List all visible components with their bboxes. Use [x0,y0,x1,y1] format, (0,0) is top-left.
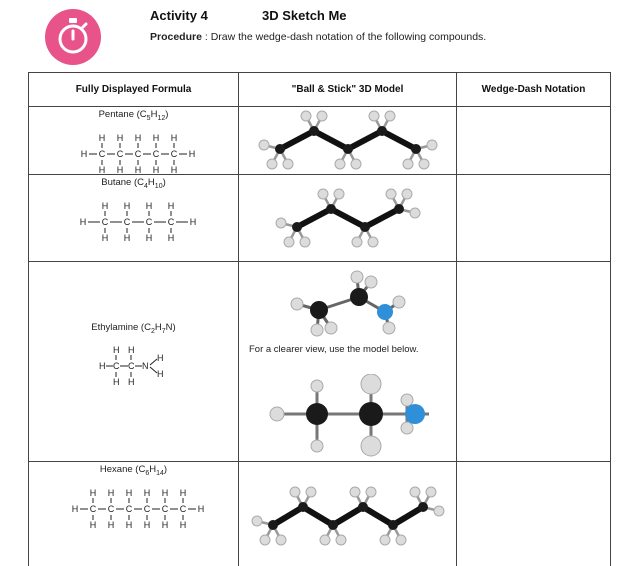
hydrogen-ball [427,140,437,150]
svg-text:H: H [99,360,106,371]
carbon-ball [394,204,404,214]
structural-formula [29,335,239,395]
hydrogen-ball [300,237,310,247]
carbon-ball [326,204,336,214]
hydrogen-ball [317,111,327,121]
carbon-ball [275,144,285,154]
ethylamine-clear-model [239,374,457,462]
wedge-dash-answer-cell[interactable] [457,107,611,175]
c-c-bond [331,209,365,227]
activity-title-line [150,8,347,23]
c-c-bond [333,507,363,525]
compounds-table [28,72,611,566]
hydrogen-atom: H [101,232,109,243]
table-row-ethylamine [29,261,611,461]
carbon-ball [358,502,368,512]
hydrogen-ball [368,237,378,247]
hydrogen-ball [334,189,344,199]
c-c-bond [273,507,303,525]
svg-text:H: H [157,352,164,363]
hydrogen-ball [369,111,379,121]
procedure-label: Procedure [150,31,202,43]
hydrogen-atom: H [152,132,160,143]
hydrogen-ball [426,487,436,497]
hydrogen-atom: H [143,519,151,530]
hydrogen-atom: H [89,519,97,530]
hydrogen-atom: H [125,519,133,530]
table-row-hexane [29,461,611,566]
carbon-atom: C [170,148,178,159]
hydrogen-atom: H [143,487,151,498]
procedure-text: : Draw the wedge-dash notation of the following compounds. [204,31,487,43]
hydrogen-ball [283,159,293,169]
hydrogen-ball [402,189,412,199]
hydrogen-ball [259,140,269,150]
structural-formula [29,190,239,260]
wedge-dash-answer-cell[interactable] [457,461,611,566]
hydrogen-atom: H [170,164,178,174]
hydrogens [259,111,437,169]
header-wedge-dash: Wedge-Dash Notation [457,73,611,107]
hydrogen-atom: H [179,487,187,498]
c-c-bond [314,131,348,149]
compound-name: Ethylamine $(C_2H_7N)$ [91,321,176,335]
carbon-atom: C [123,216,131,227]
hydrogen-atom: H [167,200,175,211]
hydrogen-atom: H [170,132,178,143]
c-c-bond [365,209,399,227]
carbon-ball [377,126,387,136]
header-formula: Fully Displayed Formula [29,73,239,107]
activity-number: Activity 4 [150,8,208,23]
carbon-atom: C [98,148,106,159]
bonds [257,492,439,540]
hydrogen-atom: H [125,487,133,498]
model-note: For a clearer view, use the model below. [249,343,419,355]
hydrogen-ball [366,487,376,497]
hydrogen-atom: H [188,148,196,159]
carbon-atom: C [134,148,142,159]
c-c-bond [348,131,382,149]
hydrogen-atom: H [98,164,106,174]
hydrogen-ball [320,535,330,545]
hydrogen-ball [419,159,429,169]
hydrogen-atom: H [123,232,131,243]
table-row-pentane [29,107,611,175]
hydrogen-atom: H [145,232,153,243]
carbon-atom: C [167,216,175,227]
hydrogen-atom: H [98,132,106,143]
ball-stick-model [239,462,457,566]
hydrogen-ball [350,487,360,497]
carbon-ball [328,520,338,530]
hydrogen-ball [385,111,395,121]
svg-text:H: H [157,368,164,379]
carbon-atom: C [125,503,133,514]
carbon-atom: C [143,503,151,514]
carbon-ball [418,502,428,512]
hydrogen-ball [352,237,362,247]
carbon-atom: C [89,503,97,514]
svg-text:H: H [113,344,120,355]
hydrogen-ball [290,487,300,497]
hydrogen-atom: H [89,487,97,498]
hydrogen-atom: H [116,164,124,174]
hydrogen-atom: H [79,216,87,227]
hydrogen-ball [301,111,311,121]
c-c-bond [363,507,393,525]
svg-text:N: N [142,360,149,371]
hydrogen-atom: H [71,503,79,514]
carbon-atom: C [107,503,115,514]
carbon-ball [411,144,421,154]
activity-title: 3D Sketch Me [262,8,347,23]
hydrogen-atom: H [161,487,169,498]
hydrogen-ball [410,487,420,497]
carbon-atom: C [145,216,153,227]
hydrogen-atom: H [134,164,142,174]
hydrogen-ball [335,159,345,169]
carbon-ball [343,144,353,154]
stopwatch-icon [44,8,102,66]
hydrogen-atom: H [116,132,124,143]
hydrogen-atom: H [167,232,175,243]
hydrogen-ball [410,208,420,218]
hydrogen-ball [267,159,277,169]
hydrogen-atom: H [145,200,153,211]
hydrogen-atom: H [189,216,197,227]
carbon-ball [298,502,308,512]
carbon-atom: C [101,216,109,227]
c-c-bond [393,507,423,525]
hydrogen-atom: H [107,487,115,498]
hydrogen-ball [252,516,262,526]
hydrogen-ball [336,535,346,545]
structural-formula [29,122,239,174]
wedge-dash-answer-cell[interactable] [457,174,611,261]
hydrogen-ball [276,218,286,228]
hydrogen-ball [403,159,413,169]
carbon-ball [268,520,278,530]
hydrogen-ball [351,159,361,169]
hydrogen-atom: H [152,164,160,174]
table-row-butane [29,174,611,261]
hydrogen-atom: H [179,519,187,530]
c-c-bond [303,507,333,525]
header-model: "Ball & Stick" 3D Model [239,73,457,107]
bonds [264,116,432,164]
hydrogen-atom: H [197,503,205,514]
hydrogen-ball [276,535,286,545]
carbon-atom: C [161,503,169,514]
carbon-atom: C [116,148,124,159]
ball-stick-model [239,175,457,261]
hydrogen-ball [284,237,294,247]
svg-text:C: C [128,360,135,371]
table-header-row [29,73,611,107]
carbon-ball [309,126,319,136]
hydrogen-ball [434,506,444,516]
carbon-atom: C [179,503,187,514]
hydrogen-ball [318,189,328,199]
compound-name: Hexane $(C_6H_{14})$ [99,463,168,477]
hydrogen-atom: H [123,200,131,211]
svg-text:H: H [113,376,120,387]
wedge-dash-answer-cell[interactable] [457,261,611,461]
c-c-bond [280,131,314,149]
ethylamine-ball-stick-model [239,262,457,342]
hydrogen-atom: H [80,148,88,159]
hydrogen-ball [386,189,396,199]
bonds [281,194,415,242]
svg-text:H: H [128,376,135,387]
hydrogen-ball [396,535,406,545]
hydrogen-atom: H [161,519,169,530]
hydrogen-ball [260,535,270,545]
c-c-bond [297,209,331,227]
hydrogen-atom: H [134,132,142,143]
compound-name: Pentane $(C_5H_{12})$ [98,109,169,122]
activity-header [0,0,628,70]
hydrogen-atom: H [107,519,115,530]
c-c-bond [382,131,416,149]
structural-formula [29,477,239,547]
ball-stick-model [239,107,457,173]
carbon-atom: C [152,148,160,159]
svg-text:H: H [128,344,135,355]
hydrogen-atom: H [101,200,109,211]
carbon-ball [360,222,370,232]
hydrogen-ball [306,487,316,497]
hydrogen-ball [380,535,390,545]
svg-text:C: C [113,360,120,371]
carbon-ball [292,222,302,232]
procedure-instructions [150,28,620,46]
carbon-ball [388,520,398,530]
compound-name: Butane $(C_4H_{10})$ [101,176,166,190]
